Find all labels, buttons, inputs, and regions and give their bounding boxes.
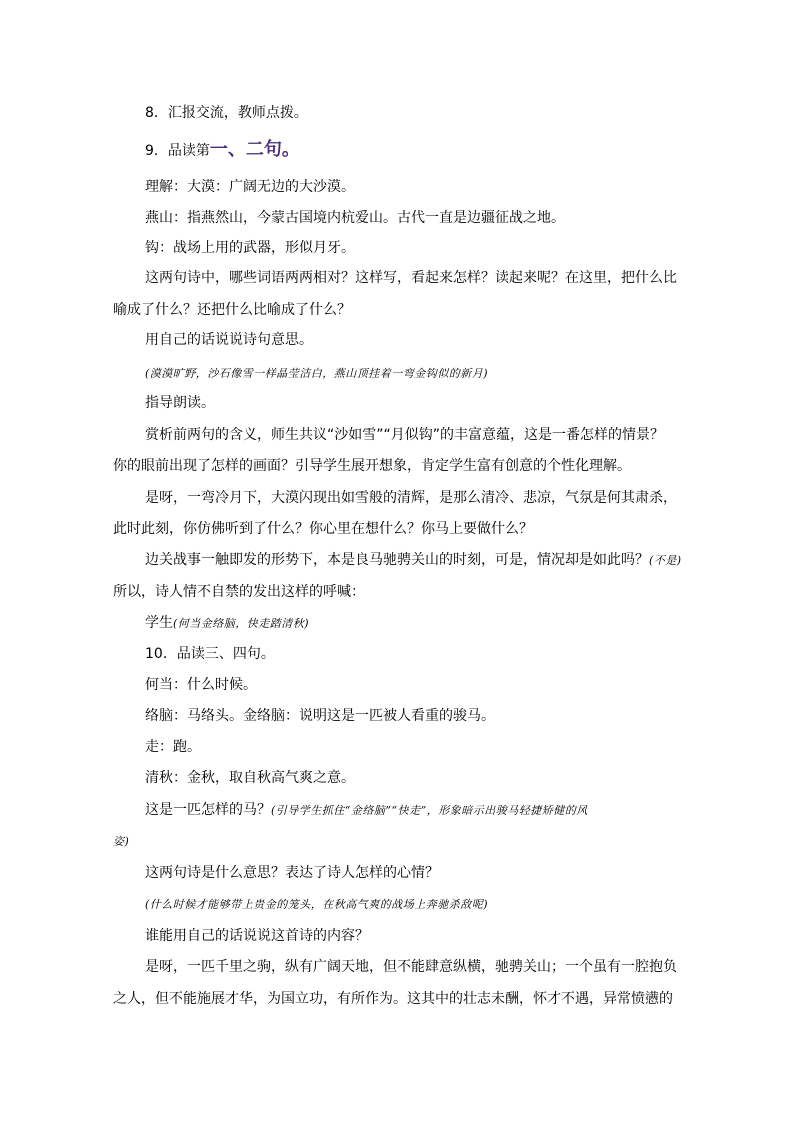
text-line: 是呀，一匹千里之驹，纵有广阔天地，但不能肆意纵横，驰骋关山；一个虽有一腔抱负 xyxy=(145,959,677,975)
text-line: 此时此刻，你仿佛听到了什么？你心里在想什么？你马上要做什么？ xyxy=(113,521,533,537)
text-main: 这是一匹怎样的马？ xyxy=(145,802,271,818)
text-line: 燕山：指燕然山，今蒙古国境内杭爱山。古代一直是边疆征战之地。 xyxy=(145,210,565,226)
annotation-inline: (不是) xyxy=(649,554,682,567)
heading-emphasis: 一、二句。 xyxy=(209,139,300,160)
annotation-inline: (引导学生抓住“金络脑”“快走”，形象暗示出骏马轻捷矫健的风 xyxy=(271,804,588,817)
text-main: 边关战事一触即发的形势下，本是良马驰骋关山的时刻，可是，情况却是如此吗？ xyxy=(145,552,649,568)
text-line: 清秋：金秋，取自秋高气爽之意。 xyxy=(145,770,355,786)
text-line: 理解：大漠：广阔无边的大沙漠。 xyxy=(145,179,355,195)
annotation-line: 姿) xyxy=(113,835,130,848)
text-main: 学生 xyxy=(145,615,173,631)
annotation-line: (漠漠旷野，沙石像雪一样晶莹洁白，燕山顶挂着一弯金钩似的新月) xyxy=(145,367,489,380)
text-line: 之人，但不能施展才华，为国立功，有所作为。这其中的壮志未酬，怀才不遇，异常愤懑的 xyxy=(113,991,673,1007)
text-line: 赏析前两句的含义，师生共议“沙如雪”“月似钩”的丰富意蕴，这是一番怎样的情景？ xyxy=(145,427,665,443)
text-line xyxy=(145,800,588,821)
text-line: 8．汇报交流，教师点拨。 xyxy=(145,105,308,121)
text-line: 走：跑。 xyxy=(145,739,201,755)
text-line: 你的眼前出现了怎样的画面？引导学生展开想象，肯定学生富有创意的个性化理解。 xyxy=(113,458,631,474)
text-line xyxy=(145,550,682,571)
heading-prefix: 9．品读第 xyxy=(145,143,210,159)
text-line: 谁能用自己的话说说这首诗的内容？ xyxy=(145,928,369,944)
text-line: 何当：什么时候。 xyxy=(145,677,257,693)
text-line: 用自己的话说说诗句意思。 xyxy=(145,332,313,348)
annotation-inline: (何当金络脑，快走踏清秋) xyxy=(173,617,310,630)
section-heading xyxy=(145,140,300,161)
text-line: 这两句诗中，哪些词语两两相对？这样写，看起来怎样？读起来呢？在这里，把什么比 xyxy=(145,270,677,286)
text-line: 络脑：马络头。金络脑：说明这是一匹被人看重的骏马。 xyxy=(145,708,495,724)
text-line xyxy=(145,613,309,634)
text-line: 指导朗读。 xyxy=(145,395,215,411)
annotation-line: (什么时候才能够带上贵金的笼头，在秋高气爽的战场上奔驰杀敌呢) xyxy=(145,898,489,911)
text-line: 钩：战场上用的武器，形似月牙。 xyxy=(145,240,355,256)
text-line: 所以，诗人情不自禁的发出这样的呼喊： xyxy=(113,584,365,600)
text-line: 喻成了什么？还把什么比喻成了什么？ xyxy=(113,302,351,318)
text-line: 这两句诗是什么意思？表达了诗人怎样的心情？ xyxy=(145,865,439,881)
text-line: 是呀，一弯冷月下，大漠闪现出如雪般的清辉，是那么清冷、悲凉，气氛是何其肃杀， xyxy=(145,490,677,506)
section-heading: 10．品读三、四句。 xyxy=(145,646,275,662)
